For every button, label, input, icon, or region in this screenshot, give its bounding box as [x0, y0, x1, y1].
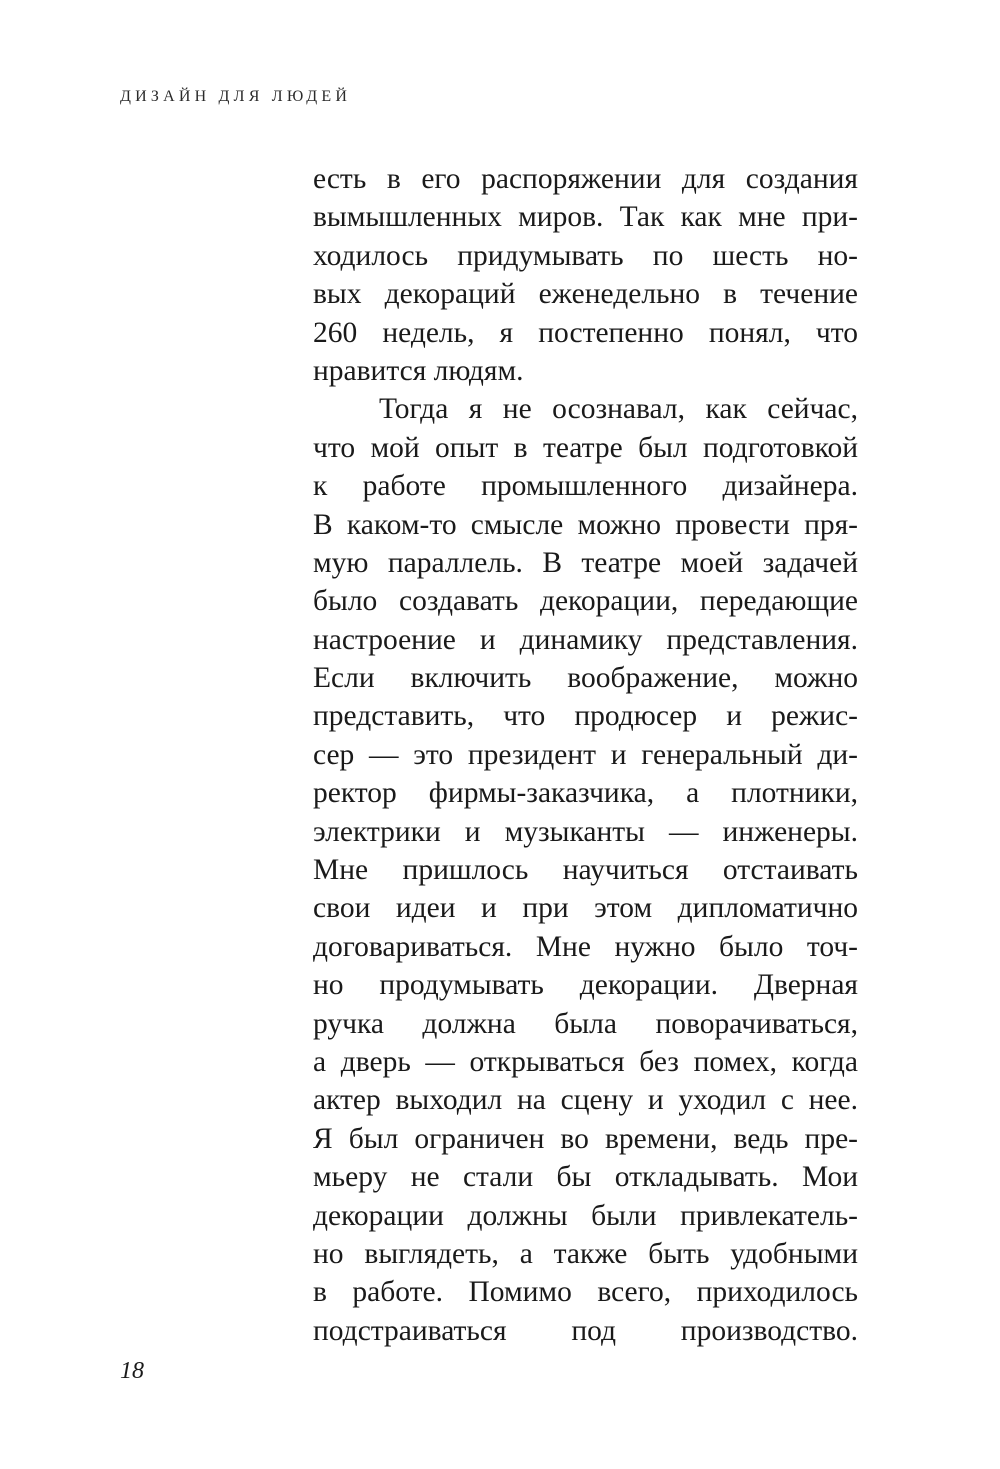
text-line: в работе. Помимо всего, приходилось [313, 1276, 858, 1309]
text-line: ректор фирмы-заказчика, а плотники, [313, 777, 858, 810]
text-line: а дверь — открываться без помех, когда [313, 1045, 858, 1078]
text-line: актер выходил на сцену и уходил с нее. [313, 1084, 858, 1117]
text-line: мую параллель. В театре моей задачей [313, 546, 858, 579]
text-line: декорации должны были привлекатель- [313, 1199, 858, 1232]
text-line: к работе промышленного дизайнера. [313, 470, 858, 503]
text-line: мьеру не стали бы откладывать. Мои [313, 1161, 858, 1194]
text-line: было создавать декорации, передающие [313, 585, 858, 618]
text-line: вых декораций еженедельно в течение [313, 278, 858, 311]
text-line: договариваться. Мне нужно было точ- [313, 930, 858, 963]
text-line: но выглядеть, а также быть удобными [313, 1237, 858, 1270]
text-line: что мой опыт в театре был подготовкой [313, 431, 858, 464]
text-line: ходилось придумывать по шесть но- [313, 239, 858, 272]
text-line: есть в его распоряжении для создания [313, 163, 858, 195]
text-line: но продумывать декорации. Дверная [313, 969, 858, 1002]
running-head-title: ДИЗАЙН ДЛЯ ЛЮДЕЙ [120, 88, 352, 105]
text-line: В каком-то смысле можно провести пря- [313, 508, 858, 541]
text-line: свои идеи и при этом дипломатично [313, 892, 858, 925]
text-line: электрики и музыканты — инженеры. [313, 815, 858, 848]
text-line: вымышленных миров. Так как мне при- [313, 201, 858, 234]
text-line: настроение и динамику представления. [313, 623, 858, 656]
text-line: Мне пришлось научиться отстаивать [313, 854, 858, 887]
text-line: представить, что продюсер и режис- [313, 700, 858, 733]
text-line: Тогда я не осознавал, как сейчас, [379, 393, 858, 426]
text-line: Я был ограничен во времени, ведь пре- [313, 1122, 858, 1155]
body-text [313, 160, 858, 1350]
text-line: Если включить воображение, можно [313, 662, 858, 695]
text-line: сер — это президент и генеральный ди- [313, 738, 858, 771]
text-line: нравится людям. [313, 354, 524, 387]
page-number: 18 [120, 1358, 144, 1384]
text-line: ручка должна была поворачиваться, [313, 1007, 858, 1040]
text-line: подстраиваться под производство. [313, 1314, 858, 1347]
text-line: 260 недель, я постепенно понял, что [313, 316, 858, 349]
